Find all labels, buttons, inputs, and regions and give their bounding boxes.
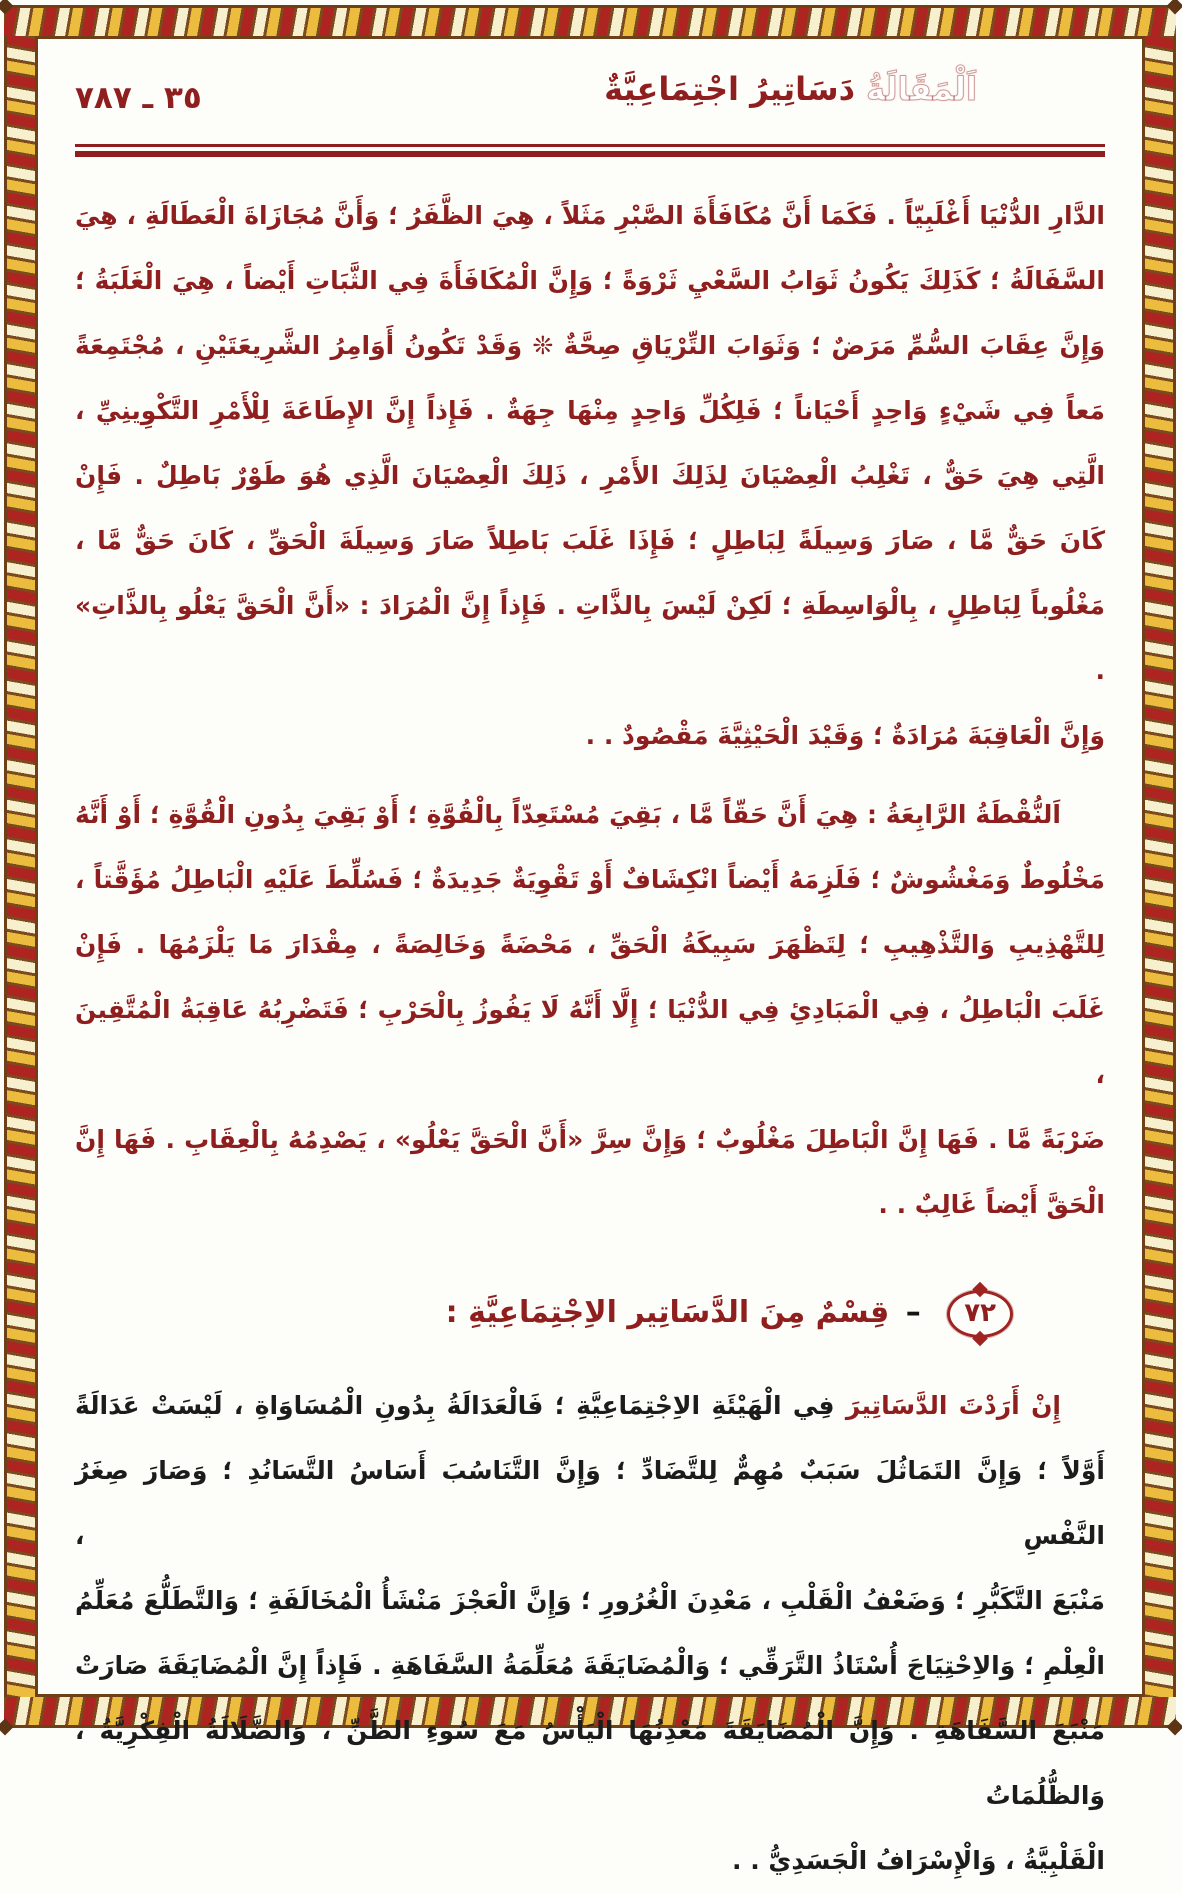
lead-in-red-text: إِنْ أَرَدْتَ الدَّسَاتِيرَ [846,1391,1062,1420]
text-line: وَإِنَّ الْعَاقِبَةَ مُرَادَةٌ ؛ وَقَيْدَ الْحَيْثِيَّةَ مَقْصُودٌ . . [586,721,1106,750]
text-line: مَعاً فِي شَيْءٍ وَاحِدٍ أَحْيَاناً ؛ فَلِكُلِّ وَاحِدٍ مِنْهَا جِهَةٌ . فَإِذاً إِنَّ الإِطَاعَةَ لِلْأَمْرِ التَّكْوِينِيِّ ، [76,396,1106,425]
paragraph-2 [76,782,1106,1237]
text-line: غَلَبَ الْبَاطِلُ ، فِي الْمَبَادِئِ فِي الدُّنْيَا ؛ إِلَّا أَنَّهُ لَا يَفُوزُ بِالْحَرْبِ ؛ فَتَضْرِبُهُ عَاقِبَةُ الْمُتَّقِينَ ، [76,995,1106,1089]
section-number-badge: ٧٢ [948,1290,1014,1338]
section-title: قِسْمٌ مِنَ الدَّسَاتِير الاِجْتِمَاعِيَّةِ : [446,1295,891,1330]
text-line: اَلنُّقْطَةُ الرَّابِعَةُ : هِيَ أَنَّ حَقّاً مَّا ، بَقِيَ مُسْتَعِدّاً بِالْقُوَّةِ ؛ أَوْ بَقِيَ بِدُونِ الْقُوَّةِ ؛ أَوْ أَنَّهُ [76,800,1062,829]
border-band-top [5,5,1177,39]
paragraph-3 [76,1373,1106,1893]
text-line: كَانَ حَقٌّ مَّا ، صَارَ وَسِيلَةً لِبَاطِلٍ ؛ فَإِذَا غَلَبَ بَاطِلاً صَارَ وَسِيلَةَ الْحَقِّ ، كَانَ حَقٌّ مَّا ، [76,526,1106,555]
section-dash: – [906,1295,922,1330]
header-double-rule [76,144,1106,157]
text-line: ضَرْبَةً مَّا . فَهَا إِنَّ الْبَاطِلَ مَغْلُوبٌ ؛ وَإِنَّ سِرَّ «أَنَّ الْحَقَّ يَعْلُو» ، يَصْدِمُهُ بِالْعِقَابِ . فَهَا إِنَّ [76,1125,1106,1154]
text-line: مَنْبَعَ السَّفَاهَةِ . وَإِنَّ الْمُضَايَقَةَ مَعْدِنُهَا الْيَأْسُ مَعَ سُوءِ الظَّنِّ ، وَالضَّلَالَةُ الْفِكْرِيَّةُ ، وَالظُّلُمَاتُ [76,1716,1106,1810]
paragraph-1 [76,183,1106,768]
border-band-right [1143,36,1177,1697]
title-text: دَسَاتِيرُ اجْتِمَاعِيَّةٌ [605,70,856,108]
text-line: الْحَقَّ أَيْضاً غَالِبٌ . . [879,1190,1106,1219]
text-line: الْقَلْبِيَّةُ ، وَالْإِسْرَافُ الْجَسَدِيُّ . . [733,1846,1106,1875]
text-line: مَنْبَعَ التَّكَبُّرِ ؛ وَضَعْفُ الْقَلْبِ ، مَعْدِنَ الْغُرُورِ ؛ وَإِنَّ الْعَجْزَ مَنْشَأُ الْمُخَالَفَةِ ؛ وَالتَّطَلُّعَ مُعَلِّمُ [76,1586,1106,1615]
text-line: مَغْلُوباً لِبَاطِلٍ ، بِالْوَاسِطَةِ ؛ لَكِنْ لَيْسَ بِالذَّاتِ . فَإِذاً إِنَّ الْمُرَادَ : «أَنَّ الْحَقَّ يَعْلُو بِالذَّاتِ» . [76,591,1106,685]
page-number: ٧٨٧ ـ ٣٥ [76,80,203,116]
text-line: الْعِلْمِ ؛ وَالاِحْتِيَاجَ أُسْتَاذُ التَّرَقِّي ؛ وَالْمُضَايَقَةَ مُعَلِّمَةُ السَّفَاهَةِ . فَإِذاً إِنَّ الْمُضَايَقَةَ صَارَتْ [76,1651,1106,1680]
page-content [76,62,1106,1875]
text-line: لِلتَّهْذِيبِ وَالتَّذْهِيبِ ؛ لِتَظْهَرَ سَبِيكَةُ الْحَقِّ ، مَحْضَةً وَخَالِصَةً ، مِقْدَارَ مَا يَلْزَمُهَا . فَإِنْ [76,930,1106,959]
section-heading [76,1277,1106,1349]
border-band-left [5,36,39,1697]
text-line [76,1373,1106,1438]
text-line: وَإِنَّ عِقَابَ السُّمِّ مَرَضٌ ؛ وَثَوَابَ التِّرْيَاقِ صِحَّةٌ ❊ وَقَدْ تَكُونُ أَوَامِرُ الشَّرِيعَتَيْنِ ، مُجْتَمِعَةً [76,331,1106,360]
text-line: الَّتِي هِيَ حَقٌّ ، تَغْلِبُ الْعِصْيَانَ لِذَلِكَ الأَمْرِ ، ذَلِكَ الْعِصْيَانَ الَّذِي هُوَ طَوْرٌ بَاطِلٌ . فَإِنْ [76,461,1106,490]
page-title [605,70,978,108]
title-ghost-overprint: اَلْمَقَالَةُ [867,70,978,108]
page-header [76,62,1106,144]
first-line-rest: فِي الْهَيْئَةِ الاِجْتِمَاعِيَّةِ ؛ فَالْعَدَالَةُ بِدُونِ الْمُسَاوَاةِ ، لَيْسَتْ عَدَالَةً [76,1391,836,1420]
text-line: أَوَّلاً ؛ وَإِنَّ التَمَاثُلَ سَبَبٌ مُهِمٌّ لِلتَّضَادِّ ؛ وَإِنَّ التَّنَاسُبَ أَسَاسُ التَّسَانُدِ ؛ وَصَارَ صِغَرُ النَّفْسِ ، [76,1456,1106,1550]
text-line: السَّفَالَةُ ؛ كَذَلِكَ يَكُونُ ثَوَابُ السَّعْيِ ثَرْوَةً ؛ وَإِنَّ الْمُكَافَأَةَ فِي الثَّبَاتِ أَيْضاً ، هِيَ الْغَلَبَةُ ؛ [76,266,1106,295]
text-line: مَخْلُوطٌ وَمَغْشُوشٌ ؛ فَلَزِمَهُ أَيْضاً انْكِشَافٌ أَوْ تَقْوِيَةٌ جَدِيدَةٌ ؛ فَسُلِّطَ عَلَيْهِ الْبَاطِلُ مُؤَقَّتاً ، [76,865,1106,894]
text-line: الدَّارِ الدُّنْيَا أَغْلَبِيّاً . فَكَمَا أَنَّ مُكَافَأَةَ الصَّبْرِ مَثَلاً ، هِيَ الظَّفَرُ ؛ وَأَنَّ مُجَازَاةَ الْعَطَالَةِ ، هِيَ [76,201,1106,230]
